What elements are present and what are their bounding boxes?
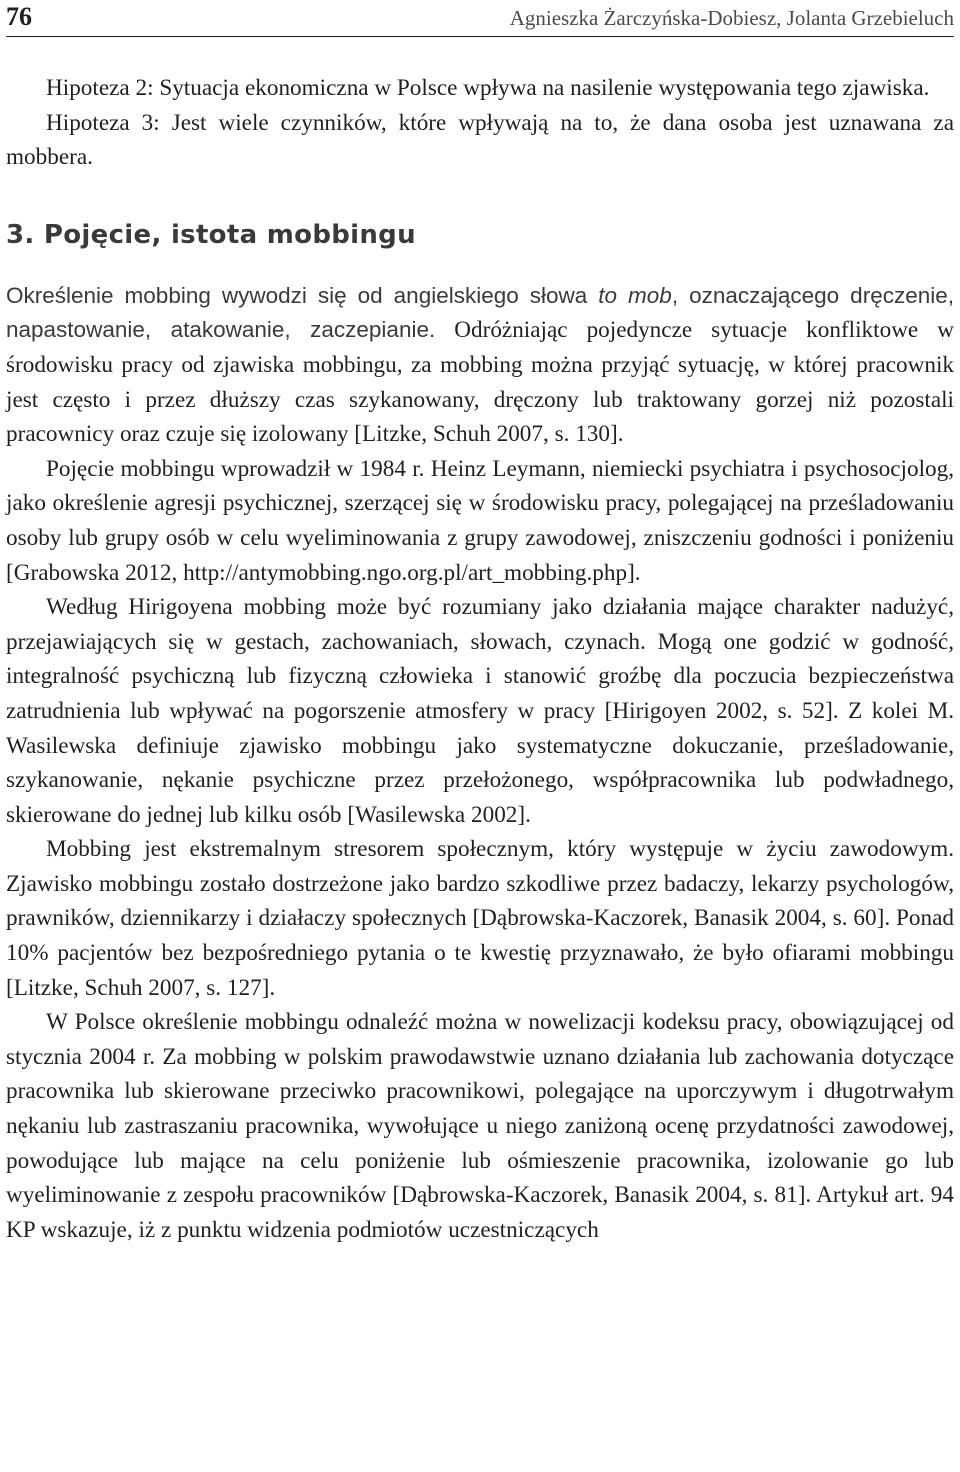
- page-number: 76: [6, 2, 32, 31]
- header-authors: Agnieszka Żarczyńska-Dobiesz, Jolanta Grzebieluch: [509, 6, 954, 30]
- definition-text-end: , oznaczającego dręczenie, napastowanie, atakowanie, zaczepianie.: [6, 282, 954, 343]
- paragraph-stressor: Mobbing jest ekstremalnym stresorem społecznym, który występuje w życiu zawodowym. Zjawisko mobbingu zostało dostrzeżone jako bardzo szkodliwe przez badaczy, lekarzy psychologów, prawników, dziennikarzy i działaczy społecznych [Dąbrowska-Kaczorek, Banasik 2004, s. 60]. Ponad 10% pacjentów bez bezpośredniego pytania o te kwestię przyznawało, że było ofiarami mobbingu [Litzke, Schuh 2007, s. 127].: [6, 836, 954, 1001]
- definition-term: to mob: [598, 282, 672, 308]
- definition-continuation: Odróżniając pojedyncze sytuacje konfliktowe w środowisku pracy od zjawiska mobbingu, za mobbing można przyjąć sytuację, w której pracownik jest często i przez dłuższy czas szykanowany, dręczony lub traktowany gorzej niż pozostali pracownicy oraz czuje się izolowany [Litzke, Schuh 2007, s. 130].: [6, 317, 954, 448]
- paragraph-definition: [6, 279, 954, 452]
- paragraph-hirigoyen: Według Hirigoyena mobbing może być rozumiany jako działania mające charakter nadużyć, przejawiających się w gestach, zachowaniach, słowach, czynach. Mogą one godzić w godność, integralność psychiczną lub fizyczną człowieka i stanowić groźbę dla poczucia bezpieczeństwa zatrudnienia lub wpływać na pogorszenie atmosfery w pracy [Hirigoyen 2002, s. 52]. Z kolei M. Wasilewska definiuje zjawisko mobbingu jako systematyczne dokuczanie, prześladowanie, szykanowanie, nękanie psychiczne przez przełożonego, współpracownika lub podwładnego, skierowane do jednej lub kilku osób [Wasilewska 2002].: [6, 594, 954, 828]
- hypotheses-block: [6, 71, 954, 175]
- hypothesis-2: Hipoteza 2: Sytuacja ekonomiczna w Polsce wpływa na nasilenie występowania tego zjawiska.: [46, 75, 930, 101]
- hypothesis-3: Hipoteza 3: Jest wiele czynników, które wpływają na to, że dana osoba jest uznawana za mobbera.: [6, 109, 954, 171]
- section-heading: 3. Pojęcie, istota mobbingu: [6, 219, 416, 250]
- document-page: [6, 0, 954, 1247]
- paragraph-poland-law: W Polsce określenie mobbingu odnaleźć można w nowelizacji kodeksu pracy, obowiązującej od stycznia 2004 r. Za mobbing w polskim prawodawstwie uznano działania lub zachowania dotyczące pracownika lub skierowane przeciwko pracownikowi, polegające na uporczywym i długotrwałym nękaniu lub zastraszaniu pracownika, wywołujące u niego zaniżoną ocenę przydatności zawodowej, powodujące lub mające na celu poniżenie lub ośmieszenie pracownika, izolowanie go lub wyeliminowanie z zespołu pracowników [Dąbrowska-Kaczorek, Banasik 2004, s. 81]. Artykuł art. 94 KP wskazuje, iż z punktu widzenia podmiotów uczestniczących: [6, 1009, 954, 1243]
- running-header: [6, 0, 954, 37]
- definition-text-start: Określenie mobbing wywodzi się od angielskiego słowa: [6, 282, 599, 308]
- paragraph-leymann: Pojęcie mobbingu wprowadził w 1984 r. Heinz Leymann, niemiecki psychiatra i psychosocjolog, jako określenie agresji psychicznej, szerzącej się w środowisku pracy, polegającej na prześladowaniu osoby lub grupy osób w celu wyeliminowania z grupy zawodowej, zniszczeniu godności i poniżeniu [Grabowska 2012, http://antymobbing.ngo.org.pl/art_mobbing.php].: [6, 455, 954, 586]
